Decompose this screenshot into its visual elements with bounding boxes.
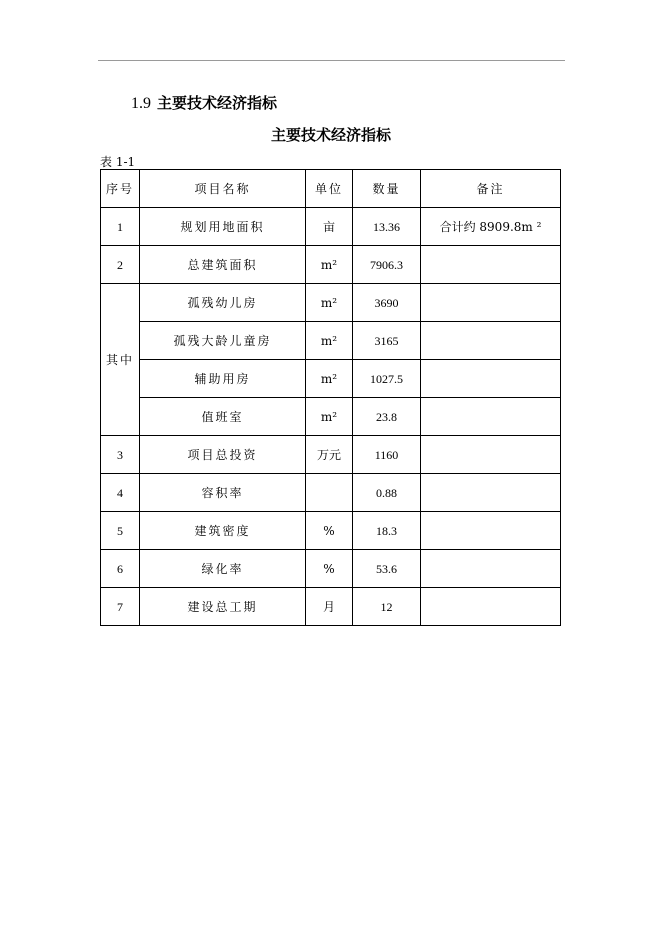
row-value: 1027.5 xyxy=(353,360,421,398)
table-row xyxy=(101,284,561,322)
table-row xyxy=(101,436,561,474)
row-note xyxy=(421,246,561,284)
row-index: 5 xyxy=(101,512,140,550)
header-note: 备注 xyxy=(421,170,561,208)
table-row xyxy=(101,322,561,360)
row-name: 建筑密度 xyxy=(140,512,306,550)
row-name: 孤残大龄儿童房 xyxy=(140,322,306,360)
row-index: 4 xyxy=(101,474,140,512)
section-title: 主要技术经济指标 xyxy=(157,94,278,112)
row-unit: % xyxy=(306,512,353,550)
row-value: 13.36 xyxy=(353,208,421,246)
row-note xyxy=(421,284,561,322)
row-index: 3 xyxy=(101,436,140,474)
row-value: 53.6 xyxy=(353,550,421,588)
row-unit: 月 xyxy=(306,588,353,626)
table-row xyxy=(101,512,561,550)
row-value: 1160 xyxy=(353,436,421,474)
row-value: 12 xyxy=(353,588,421,626)
row-unit: % xyxy=(306,550,353,588)
row-name: 总建筑面积 xyxy=(140,246,306,284)
row-index: 1 xyxy=(101,208,140,246)
row-value: 0.88 xyxy=(353,474,421,512)
row-name: 孤残幼儿房 xyxy=(140,284,306,322)
row-name: 辅助用房 xyxy=(140,360,306,398)
table-row xyxy=(101,398,561,436)
row-value: 3690 xyxy=(353,284,421,322)
table-row xyxy=(101,246,561,284)
row-note xyxy=(421,588,561,626)
row-note xyxy=(421,436,561,474)
row-note: 合计约 8909.8m ² xyxy=(421,208,561,246)
row-name: 项目总投资 xyxy=(140,436,306,474)
row-note xyxy=(421,550,561,588)
row-note xyxy=(421,360,561,398)
row-value: 23.8 xyxy=(353,398,421,436)
row-note xyxy=(421,512,561,550)
row-unit: m² xyxy=(306,398,353,436)
table-row xyxy=(101,474,561,512)
table-row xyxy=(101,550,561,588)
row-name: 值班室 xyxy=(140,398,306,436)
table-label: 表 1-1 xyxy=(100,155,136,169)
section-number: 1.9 xyxy=(131,95,151,112)
row-unit: m² xyxy=(306,246,353,284)
row-value: 3165 xyxy=(353,322,421,360)
indicators-table xyxy=(100,169,561,626)
row-name: 绿化率 xyxy=(140,550,306,588)
row-name: 容积率 xyxy=(140,474,306,512)
table-row xyxy=(101,360,561,398)
table-row xyxy=(101,588,561,626)
row-name: 规划用地面积 xyxy=(140,208,306,246)
table-row xyxy=(101,208,561,246)
row-index: 7 xyxy=(101,588,140,626)
row-value: 18.3 xyxy=(353,512,421,550)
group-label: 其中 xyxy=(101,284,140,436)
section-heading xyxy=(131,92,277,113)
row-unit: m² xyxy=(306,322,353,360)
row-index: 2 xyxy=(101,246,140,284)
row-unit: m² xyxy=(306,284,353,322)
table-header-row xyxy=(101,170,561,208)
header-unit: 单位 xyxy=(306,170,353,208)
header-name: 项目名称 xyxy=(140,170,306,208)
row-value: 7906.3 xyxy=(353,246,421,284)
row-note xyxy=(421,398,561,436)
row-note xyxy=(421,474,561,512)
row-note xyxy=(421,322,561,360)
header-rule xyxy=(98,60,565,61)
header-index: 序号 xyxy=(101,170,140,208)
header-value: 数量 xyxy=(353,170,421,208)
row-name: 建设总工期 xyxy=(140,588,306,626)
row-unit: 亩 xyxy=(306,208,353,246)
row-index: 6 xyxy=(101,550,140,588)
table-title: 主要技术经济指标 xyxy=(270,126,391,144)
row-unit: m² xyxy=(306,360,353,398)
row-unit xyxy=(306,474,353,512)
row-unit: 万元 xyxy=(306,436,353,474)
